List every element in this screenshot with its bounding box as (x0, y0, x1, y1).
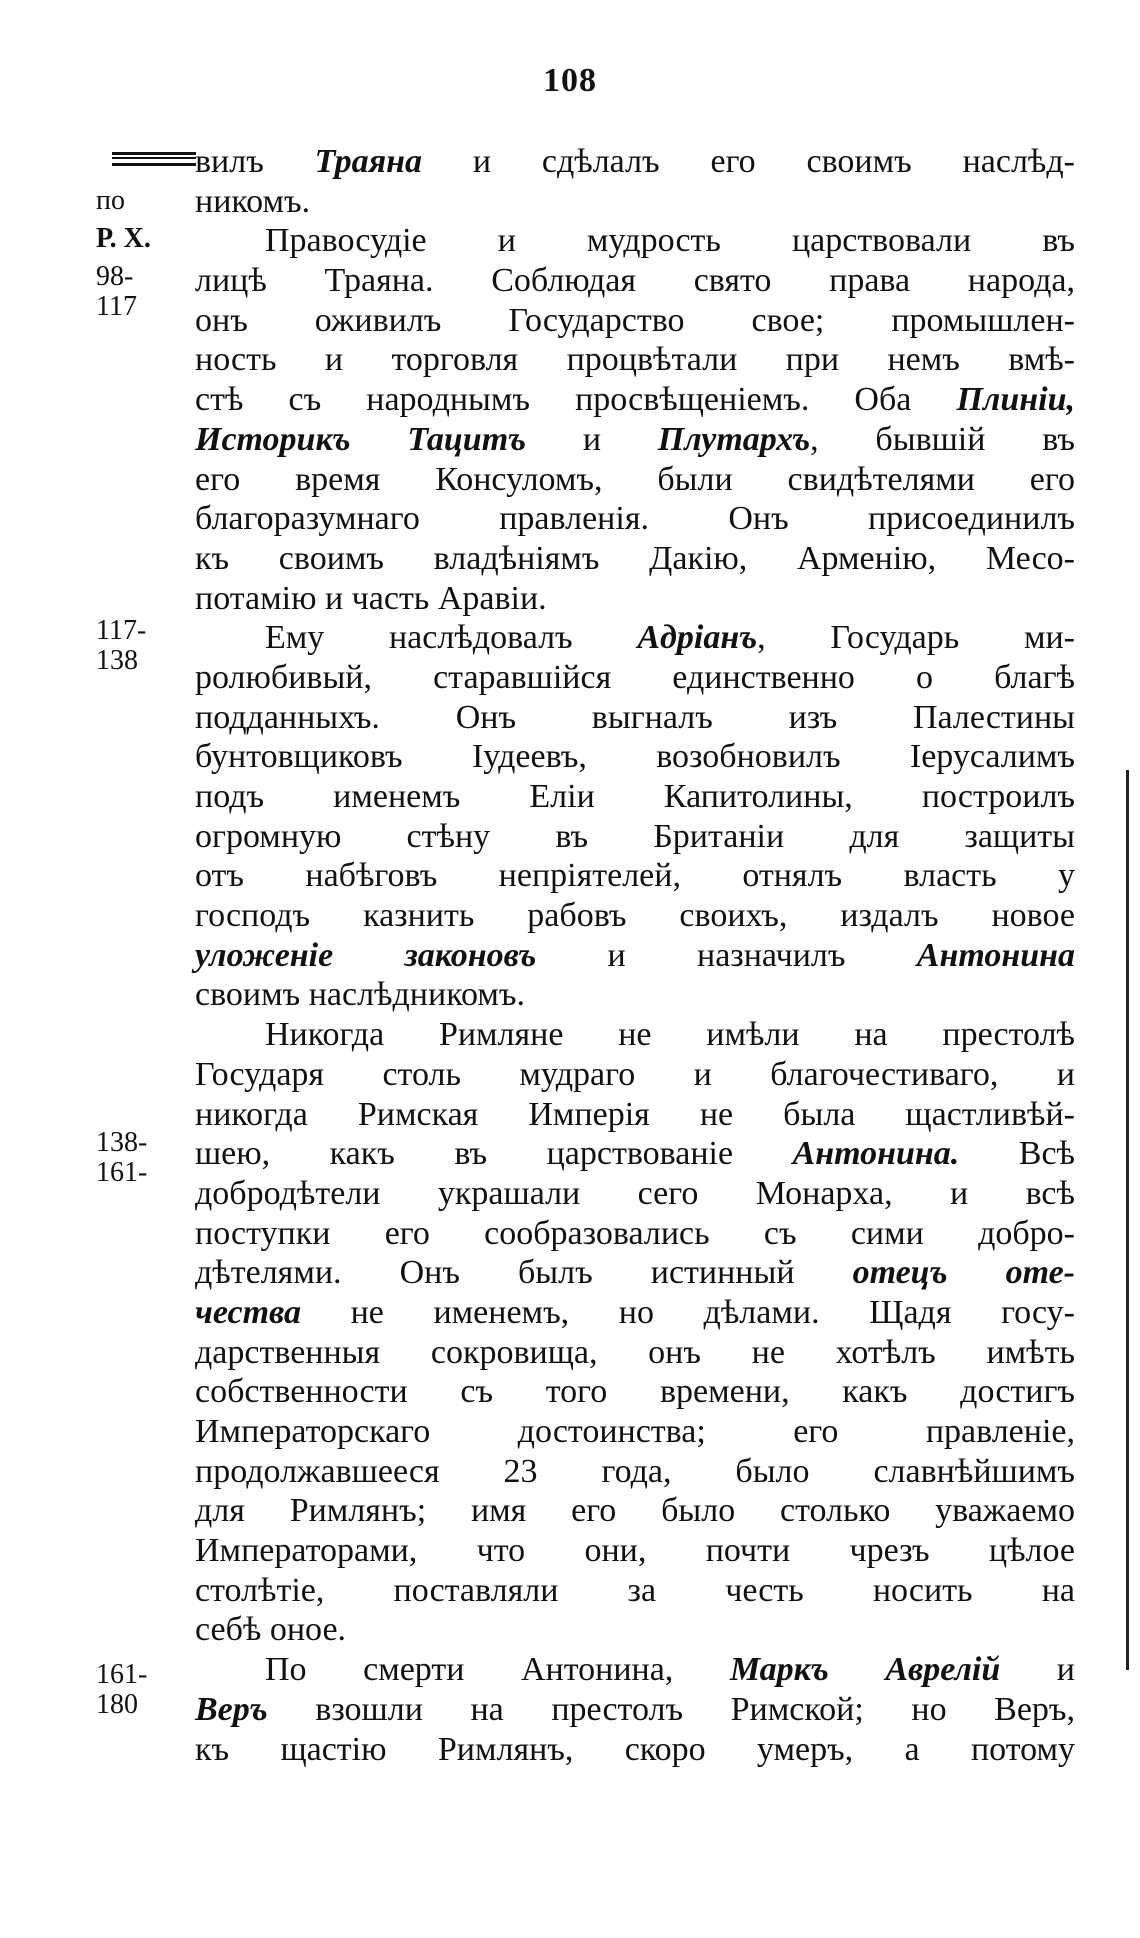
margin-rx: Р. Х. (96, 223, 151, 254)
text-line: Правосудіе и мудрость царствовали въ (265, 222, 1075, 260)
margin-note-years-161-180 (96, 1660, 188, 1720)
text-line: Веръ взошли на престолъ Римской; но Веръ, (195, 1690, 1075, 1728)
text-line: бунтовщиковъ Іудеевъ, возобновилъ Іерусалимъ (195, 738, 1075, 776)
text-line: къ своимъ владѣніямъ Дакію, Арменію, Месо- (195, 539, 1075, 577)
body-text (195, 142, 1075, 1769)
margin-year: 161- (96, 1157, 148, 1188)
margin-po: по (96, 185, 125, 216)
text-line: никомъ. (195, 182, 311, 220)
margin-year: 180 (96, 1689, 138, 1720)
margin-note-years-98-117 (96, 262, 188, 322)
text-line: подданныхъ. Онъ выгналъ изъ Палестины (195, 698, 1075, 736)
text-line: Историкъ Тацитъ и Плутархъ, бывшій въ (195, 420, 1075, 458)
text-line: онъ оживилъ Государство свое; промышлен- (195, 301, 1075, 339)
text-line: уложеніе законовъ и назначилъ Антонина (195, 936, 1075, 974)
text-line: По смерти Антонина, Маркъ Аврелій и (265, 1651, 1076, 1689)
margin-note-years-138-161 (96, 1128, 188, 1188)
page-edge-shadow (1126, 770, 1129, 1670)
margin-year: 117- (96, 615, 147, 646)
margin-note-years-117-138 (96, 616, 188, 676)
text-line: лицѣ Траяна. Соблюдая свято права народа, (195, 262, 1075, 300)
text-line: господъ казнить рабовъ своихъ, издалъ новое (195, 897, 1075, 935)
text-line: огромную стѣну въ Британіи для защиты (195, 817, 1075, 855)
text-line: стѣ съ народнымъ просвѣщеніемъ. Оба Плиніи, (195, 381, 1075, 419)
text-line: своимъ наслѣдникомъ. (195, 976, 525, 1014)
page-number: 108 (543, 62, 597, 99)
text-line: добродѣтели украшали сего Монарха, и всѣ (195, 1174, 1075, 1212)
margin-year: 117 (96, 291, 137, 322)
text-line: потамію и часть Аравіи. (195, 579, 547, 617)
margin-note-po (96, 186, 188, 216)
text-line: вилъ Траяна и сдѣлалъ его своимъ наслѣд- (195, 143, 1075, 180)
text-line: ролюбивый, старавшійся единственно о благѣ (195, 658, 1075, 696)
margin-year: 138- (96, 1127, 148, 1158)
text-line: къ щастію Римлянъ, скоро умеръ, а потому (195, 1730, 1075, 1768)
text-line: поступки его сообразовались съ сими добро- (195, 1214, 1075, 1252)
text-line: собственности съ того времени, какъ достигъ (195, 1373, 1075, 1411)
text-line: продолжавшееся 23 года, было славнѣйшимъ (195, 1452, 1075, 1490)
text-line: чества не именемъ, но дѣлами. Щадя госу- (195, 1293, 1075, 1331)
text-line: для Римлянъ; имя его было столько уважаемо (195, 1492, 1075, 1530)
text-line: столѣтіе, поставляли за честь носить на (195, 1571, 1075, 1609)
text-line: никогда Римская Имперія не была щастливѣй- (195, 1095, 1075, 1133)
text-line: Императорскаго достоинства; его правленіе, (195, 1413, 1075, 1450)
margin-year: 98- (96, 261, 134, 292)
text-line: благоразумнаго правленія. Онъ присоединилъ (195, 500, 1075, 538)
text-line: Никогда Римляне не имѣли на престолѣ (265, 1016, 1075, 1054)
text-line: Императорами, что они, почти чрезъ цѣлое (195, 1532, 1075, 1570)
text-line: подъ именемъ Еліи Капитолины, построилъ (195, 778, 1075, 815)
text-line: Государя столь мудраго и благочестиваго, и (195, 1055, 1075, 1093)
text-line: его время Консуломъ, были свидѣтелями его (195, 460, 1075, 498)
continuation-rule (112, 152, 196, 166)
text-line: отъ набѣговъ непріятелей, отнялъ власть у (195, 857, 1075, 895)
margin-year: 161- (96, 1659, 148, 1690)
text-line: ность и торговля процвѣтали при немъ вмѣ- (195, 341, 1075, 379)
margin-year: 138 (96, 645, 138, 676)
text-line: дарственныя сокровища, онъ не хотѣлъ имѣть (195, 1333, 1075, 1371)
text-line: себѣ оное. (195, 1611, 347, 1649)
text-line: дѣтелями. Онъ былъ истинный отецъ оте- (195, 1254, 1075, 1292)
text-line: Ему наслѣдовалъ Адріанъ, Государь ми- (265, 619, 1075, 657)
text-line: шею, какъ въ царствованіе Антонина. Всѣ (195, 1135, 1076, 1173)
margin-note-rx (96, 224, 188, 254)
